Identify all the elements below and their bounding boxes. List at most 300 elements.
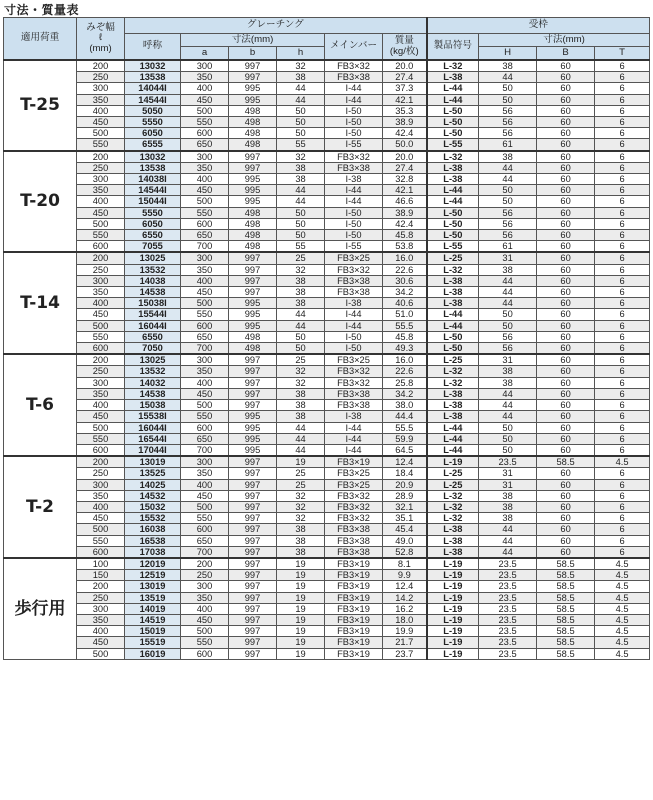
cell-mass: 23.7 <box>383 648 427 659</box>
cell-code: 13538 <box>125 72 181 83</box>
cell-frame-H: 38 <box>479 501 537 512</box>
cell-frame-B: 60 <box>537 468 595 479</box>
cell-dim-b: 997 <box>229 648 277 659</box>
cell-width: 300 <box>77 377 125 388</box>
cell-dim-h: 50 <box>277 207 325 218</box>
cell-width: 450 <box>77 411 125 422</box>
cell-code: 14519 <box>125 614 181 625</box>
cell-mass: 40.6 <box>383 298 427 309</box>
cell-code: 12019 <box>125 558 181 570</box>
cell-code: 14044I <box>125 83 181 94</box>
table-row <box>4 377 650 388</box>
cell-dim-a: 600 <box>181 128 229 139</box>
table-row <box>4 479 650 490</box>
cell-dim-h: 38 <box>277 275 325 286</box>
cell-mass: 20.0 <box>383 151 427 163</box>
table-row <box>4 501 650 512</box>
cell-width: 450 <box>77 513 125 524</box>
cell-code: 14544I <box>125 94 181 105</box>
cell-frame-H: 50 <box>479 185 537 196</box>
cell-frame-T: 6 <box>595 252 650 264</box>
cell-symbol: L-44 <box>427 94 479 105</box>
cell-mainbar: I-50 <box>325 105 383 116</box>
cell-frame-H: 31 <box>479 252 537 264</box>
cell-dim-a: 450 <box>181 287 229 298</box>
cell-symbol: L-55 <box>427 139 479 151</box>
cell-mass: 27.4 <box>383 162 427 173</box>
cell-frame-T: 6 <box>595 546 650 558</box>
table-row <box>4 581 650 592</box>
cell-dim-h: 19 <box>277 637 325 648</box>
cell-dim-b: 995 <box>229 196 277 207</box>
cell-dim-h: 19 <box>277 558 325 570</box>
cell-width: 500 <box>77 422 125 433</box>
cell-frame-H: 38 <box>479 264 537 275</box>
cell-mainbar: FB3×19 <box>325 456 383 468</box>
cell-dim-b: 997 <box>229 513 277 524</box>
cell-mass: 42.1 <box>383 185 427 196</box>
cell-frame-B: 60 <box>537 298 595 309</box>
cell-code: 13519 <box>125 592 181 603</box>
cell-dim-b: 498 <box>229 128 277 139</box>
cell-frame-H: 44 <box>479 162 537 173</box>
cell-frame-H: 50 <box>479 309 537 320</box>
cell-mass: 20.9 <box>383 479 427 490</box>
cell-frame-H: 56 <box>479 117 537 128</box>
cell-frame-T: 6 <box>595 490 650 501</box>
cell-dim-h: 44 <box>277 196 325 207</box>
cell-symbol: L-38 <box>427 287 479 298</box>
cell-dim-b: 498 <box>229 207 277 218</box>
cell-frame-B: 60 <box>537 400 595 411</box>
cell-width: 350 <box>77 185 125 196</box>
cell-dim-a: 550 <box>181 207 229 218</box>
cell-width: 250 <box>77 162 125 173</box>
cell-dim-a: 550 <box>181 411 229 422</box>
header-width-unit: (mm) <box>89 42 112 54</box>
cell-frame-H: 31 <box>479 354 537 366</box>
header-code: 呼称 <box>125 34 181 61</box>
cell-mainbar: FB3×25 <box>325 354 383 366</box>
cell-width: 300 <box>77 275 125 286</box>
cell-dim-a: 450 <box>181 388 229 399</box>
cell-frame-B: 60 <box>537 174 595 185</box>
cell-width: 500 <box>77 524 125 535</box>
cell-symbol: L-55 <box>427 241 479 253</box>
cell-dim-b: 997 <box>229 377 277 388</box>
cell-frame-T: 6 <box>595 275 650 286</box>
cell-frame-H: 44 <box>479 400 537 411</box>
cell-dim-a: 500 <box>181 400 229 411</box>
cell-frame-T: 6 <box>595 377 650 388</box>
cell-mass: 34.2 <box>383 287 427 298</box>
cell-width: 350 <box>77 287 125 298</box>
cell-symbol: L-19 <box>427 570 479 581</box>
cell-code: 15538I <box>125 411 181 422</box>
cell-dim-a: 350 <box>181 264 229 275</box>
cell-frame-T: 4.5 <box>595 614 650 625</box>
cell-dim-h: 19 <box>277 456 325 468</box>
table-row <box>4 343 650 355</box>
cell-frame-T: 6 <box>595 151 650 163</box>
cell-dim-b: 498 <box>229 343 277 355</box>
cell-width: 500 <box>77 648 125 659</box>
cell-dim-a: 300 <box>181 252 229 264</box>
cell-dim-h: 50 <box>277 343 325 355</box>
cell-code: 6550 <box>125 230 181 241</box>
cell-mainbar: FB3×32 <box>325 513 383 524</box>
cell-symbol: L-44 <box>427 309 479 320</box>
cell-frame-H: 38 <box>479 377 537 388</box>
cell-frame-T: 4.5 <box>595 626 650 637</box>
cell-frame-B: 58.5 <box>537 592 595 603</box>
cell-dim-h: 38 <box>277 174 325 185</box>
cell-frame-H: 44 <box>479 275 537 286</box>
cell-frame-H: 23.5 <box>479 637 537 648</box>
cell-frame-B: 60 <box>537 151 595 163</box>
cell-dim-h: 32 <box>277 490 325 501</box>
cell-dim-h: 38 <box>277 411 325 422</box>
table-row <box>4 558 650 570</box>
cell-dim-a: 450 <box>181 94 229 105</box>
table-row <box>4 648 650 659</box>
cell-frame-B: 60 <box>537 377 595 388</box>
cell-frame-H: 56 <box>479 128 537 139</box>
cell-frame-B: 58.5 <box>537 626 595 637</box>
cell-dim-h: 44 <box>277 433 325 444</box>
cell-frame-T: 6 <box>595 162 650 173</box>
header-dims: 寸法(mm) <box>181 34 325 47</box>
cell-frame-T: 4.5 <box>595 558 650 570</box>
cell-dim-b: 997 <box>229 546 277 558</box>
cell-dim-h: 50 <box>277 230 325 241</box>
cell-dim-b: 997 <box>229 570 277 581</box>
cell-frame-B: 60 <box>537 241 595 253</box>
cell-code: 15019 <box>125 626 181 637</box>
cell-mainbar: I-50 <box>325 331 383 342</box>
cell-dim-a: 400 <box>181 479 229 490</box>
cell-mass: 8.1 <box>383 558 427 570</box>
cell-mass: 45.4 <box>383 524 427 535</box>
cell-dim-a: 650 <box>181 535 229 546</box>
cell-dim-a: 600 <box>181 218 229 229</box>
cell-width: 250 <box>77 264 125 275</box>
cell-frame-B: 60 <box>537 287 595 298</box>
cell-frame-B: 60 <box>537 94 595 105</box>
cell-symbol: L-50 <box>427 207 479 218</box>
header-h: h <box>277 47 325 61</box>
cell-dim-a: 550 <box>181 513 229 524</box>
cell-dim-h: 32 <box>277 60 325 72</box>
cell-frame-H: 50 <box>479 422 537 433</box>
cell-frame-T: 6 <box>595 174 650 185</box>
cell-frame-T: 6 <box>595 320 650 331</box>
cell-dim-a: 400 <box>181 174 229 185</box>
table-row <box>4 162 650 173</box>
cell-dim-a: 700 <box>181 343 229 355</box>
cell-dim-a: 600 <box>181 648 229 659</box>
table-row <box>4 275 650 286</box>
cell-dim-a: 700 <box>181 444 229 456</box>
header-H: H <box>479 47 537 61</box>
cell-dim-h: 38 <box>277 162 325 173</box>
cell-dim-h: 32 <box>277 377 325 388</box>
header-a: a <box>181 47 229 61</box>
cell-symbol: L-38 <box>427 411 479 422</box>
cell-dim-b: 997 <box>229 558 277 570</box>
cell-frame-H: 44 <box>479 72 537 83</box>
cell-width: 550 <box>77 139 125 151</box>
cell-frame-B: 60 <box>537 433 595 444</box>
cell-code: 15038 <box>125 400 181 411</box>
cell-frame-H: 38 <box>479 151 537 163</box>
cell-frame-T: 6 <box>595 94 650 105</box>
cell-dim-b: 498 <box>229 117 277 128</box>
cell-dim-h: 19 <box>277 614 325 625</box>
table-row <box>4 456 650 468</box>
cell-mainbar: FB3×32 <box>325 377 383 388</box>
cell-symbol: L-32 <box>427 513 479 524</box>
table-row <box>4 331 650 342</box>
cell-symbol: L-50 <box>427 117 479 128</box>
cell-frame-H: 44 <box>479 287 537 298</box>
cell-frame-H: 61 <box>479 139 537 151</box>
cell-code: 15044I <box>125 196 181 207</box>
cell-dim-b: 997 <box>229 287 277 298</box>
cell-frame-T: 6 <box>595 468 650 479</box>
cell-mainbar: FB3×38 <box>325 535 383 546</box>
cell-dim-h: 32 <box>277 366 325 377</box>
cell-symbol: L-19 <box>427 648 479 659</box>
table-row <box>4 354 650 366</box>
cell-width: 500 <box>77 218 125 229</box>
cell-mass: 9.9 <box>383 570 427 581</box>
cell-frame-H: 50 <box>479 320 537 331</box>
table-row <box>4 196 650 207</box>
cell-frame-T: 6 <box>595 513 650 524</box>
load-group-label: T-2 <box>4 456 77 558</box>
cell-dim-h: 38 <box>277 287 325 298</box>
table-row <box>4 320 650 331</box>
cell-dim-h: 19 <box>277 581 325 592</box>
cell-frame-B: 60 <box>537 275 595 286</box>
cell-dim-b: 997 <box>229 490 277 501</box>
cell-dim-a: 600 <box>181 422 229 433</box>
cell-frame-B: 58.5 <box>537 637 595 648</box>
table-row <box>4 252 650 264</box>
cell-dim-a: 350 <box>181 592 229 603</box>
cell-width: 550 <box>77 331 125 342</box>
cell-code: 14532 <box>125 490 181 501</box>
cell-frame-T: 6 <box>595 433 650 444</box>
cell-mainbar: FB3×38 <box>325 162 383 173</box>
cell-code: 6050 <box>125 128 181 139</box>
cell-frame-B: 60 <box>537 479 595 490</box>
cell-frame-B: 60 <box>537 320 595 331</box>
table-row <box>4 444 650 456</box>
table-row <box>4 174 650 185</box>
cell-dim-a: 300 <box>181 354 229 366</box>
cell-mainbar: I-44 <box>325 320 383 331</box>
table-row <box>4 388 650 399</box>
cell-dim-b: 997 <box>229 388 277 399</box>
table-row <box>4 94 650 105</box>
cell-frame-T: 6 <box>595 117 650 128</box>
cell-dim-b: 995 <box>229 433 277 444</box>
cell-dim-a: 600 <box>181 320 229 331</box>
cell-dim-h: 32 <box>277 151 325 163</box>
cell-mass: 50.0 <box>383 139 427 151</box>
cell-code: 15038I <box>125 298 181 309</box>
table-row <box>4 185 650 196</box>
cell-dim-h: 19 <box>277 570 325 581</box>
cell-width: 250 <box>77 468 125 479</box>
cell-width: 200 <box>77 581 125 592</box>
cell-frame-T: 6 <box>595 331 650 342</box>
cell-dim-b: 997 <box>229 637 277 648</box>
cell-symbol: L-44 <box>427 433 479 444</box>
cell-code: 6555 <box>125 139 181 151</box>
cell-dim-b: 995 <box>229 83 277 94</box>
cell-mainbar: FB3×38 <box>325 287 383 298</box>
cell-symbol: L-25 <box>427 479 479 490</box>
cell-dim-h: 44 <box>277 320 325 331</box>
cell-frame-T: 4.5 <box>595 581 650 592</box>
cell-dim-a: 400 <box>181 377 229 388</box>
cell-dim-b: 997 <box>229 456 277 468</box>
cell-symbol: L-32 <box>427 151 479 163</box>
cell-mass: 46.6 <box>383 196 427 207</box>
cell-width: 300 <box>77 83 125 94</box>
cell-frame-H: 44 <box>479 524 537 535</box>
cell-mass: 59.9 <box>383 433 427 444</box>
page-title: 寸法・質量表 <box>4 3 80 17</box>
cell-frame-B: 60 <box>537 388 595 399</box>
cell-frame-H: 50 <box>479 94 537 105</box>
cell-width: 500 <box>77 128 125 139</box>
cell-dim-h: 50 <box>277 331 325 342</box>
cell-dim-a: 500 <box>181 105 229 116</box>
cell-frame-H: 56 <box>479 218 537 229</box>
cell-symbol: L-50 <box>427 128 479 139</box>
cell-code: 13019 <box>125 456 181 468</box>
table-row <box>4 105 650 116</box>
table-row <box>4 433 650 444</box>
cell-code: 5050 <box>125 105 181 116</box>
cell-width: 250 <box>77 592 125 603</box>
cell-mass: 53.8 <box>383 241 427 253</box>
cell-symbol: L-19 <box>427 637 479 648</box>
cell-dim-h: 25 <box>277 479 325 490</box>
header-b: b <box>229 47 277 61</box>
cell-mainbar: FB3×38 <box>325 388 383 399</box>
cell-frame-B: 60 <box>537 366 595 377</box>
table-row <box>4 637 650 648</box>
cell-symbol: L-44 <box>427 320 479 331</box>
cell-frame-B: 60 <box>537 207 595 218</box>
cell-frame-H: 44 <box>479 388 537 399</box>
cell-mainbar: I-50 <box>325 343 383 355</box>
cell-dim-a: 600 <box>181 524 229 535</box>
cell-code: 13032 <box>125 151 181 163</box>
cell-frame-T: 6 <box>595 128 650 139</box>
cell-dim-h: 55 <box>277 139 325 151</box>
cell-mass: 35.3 <box>383 105 427 116</box>
cell-mainbar: I-50 <box>325 128 383 139</box>
cell-mainbar: FB3×32 <box>325 264 383 275</box>
cell-width: 450 <box>77 309 125 320</box>
cell-mass: 45.8 <box>383 230 427 241</box>
table-row <box>4 490 650 501</box>
cell-mass: 52.8 <box>383 546 427 558</box>
cell-frame-H: 44 <box>479 174 537 185</box>
cell-frame-B: 60 <box>537 105 595 116</box>
table-row <box>4 128 650 139</box>
cell-width: 600 <box>77 444 125 456</box>
cell-dim-a: 350 <box>181 72 229 83</box>
header-grating: グレーチング <box>125 18 427 34</box>
cell-code: 15532 <box>125 513 181 524</box>
cell-dim-b: 995 <box>229 298 277 309</box>
cell-dim-b: 498 <box>229 331 277 342</box>
cell-dim-a: 650 <box>181 230 229 241</box>
cell-frame-H: 23.5 <box>479 626 537 637</box>
cell-code: 7055 <box>125 241 181 253</box>
cell-frame-H: 50 <box>479 83 537 94</box>
cell-code: 15544I <box>125 309 181 320</box>
cell-mass: 27.4 <box>383 72 427 83</box>
cell-mass: 44.4 <box>383 411 427 422</box>
cell-frame-H: 38 <box>479 513 537 524</box>
cell-symbol: L-19 <box>427 626 479 637</box>
cell-frame-H: 56 <box>479 331 537 342</box>
cell-mainbar: I-50 <box>325 230 383 241</box>
cell-width: 300 <box>77 603 125 614</box>
cell-frame-H: 56 <box>479 105 537 116</box>
table-row <box>4 524 650 535</box>
cell-symbol: L-19 <box>427 603 479 614</box>
table-row <box>4 139 650 151</box>
cell-width: 400 <box>77 196 125 207</box>
cell-dim-b: 997 <box>229 603 277 614</box>
table-row <box>4 468 650 479</box>
cell-dim-a: 350 <box>181 162 229 173</box>
cell-code: 14038I <box>125 174 181 185</box>
cell-mainbar: I-50 <box>325 207 383 218</box>
cell-mass: 38.9 <box>383 117 427 128</box>
cell-mass: 42.4 <box>383 218 427 229</box>
cell-mainbar: I-55 <box>325 241 383 253</box>
cell-dim-b: 997 <box>229 162 277 173</box>
header-B: B <box>537 47 595 61</box>
cell-symbol: L-25 <box>427 354 479 366</box>
header-mass-label: 質量 <box>394 35 414 47</box>
cell-mainbar: I-44 <box>325 309 383 320</box>
cell-frame-H: 23.5 <box>479 456 537 468</box>
cell-width: 300 <box>77 479 125 490</box>
cell-frame-H: 23.5 <box>479 648 537 659</box>
cell-symbol: L-38 <box>427 162 479 173</box>
cell-width: 500 <box>77 320 125 331</box>
cell-code: 16044I <box>125 422 181 433</box>
cell-code: 17044I <box>125 444 181 456</box>
cell-code: 14025 <box>125 479 181 490</box>
cell-code: 15032 <box>125 501 181 512</box>
table-row <box>4 570 650 581</box>
cell-dim-h: 38 <box>277 546 325 558</box>
cell-frame-H: 31 <box>479 468 537 479</box>
cell-dim-a: 250 <box>181 570 229 581</box>
